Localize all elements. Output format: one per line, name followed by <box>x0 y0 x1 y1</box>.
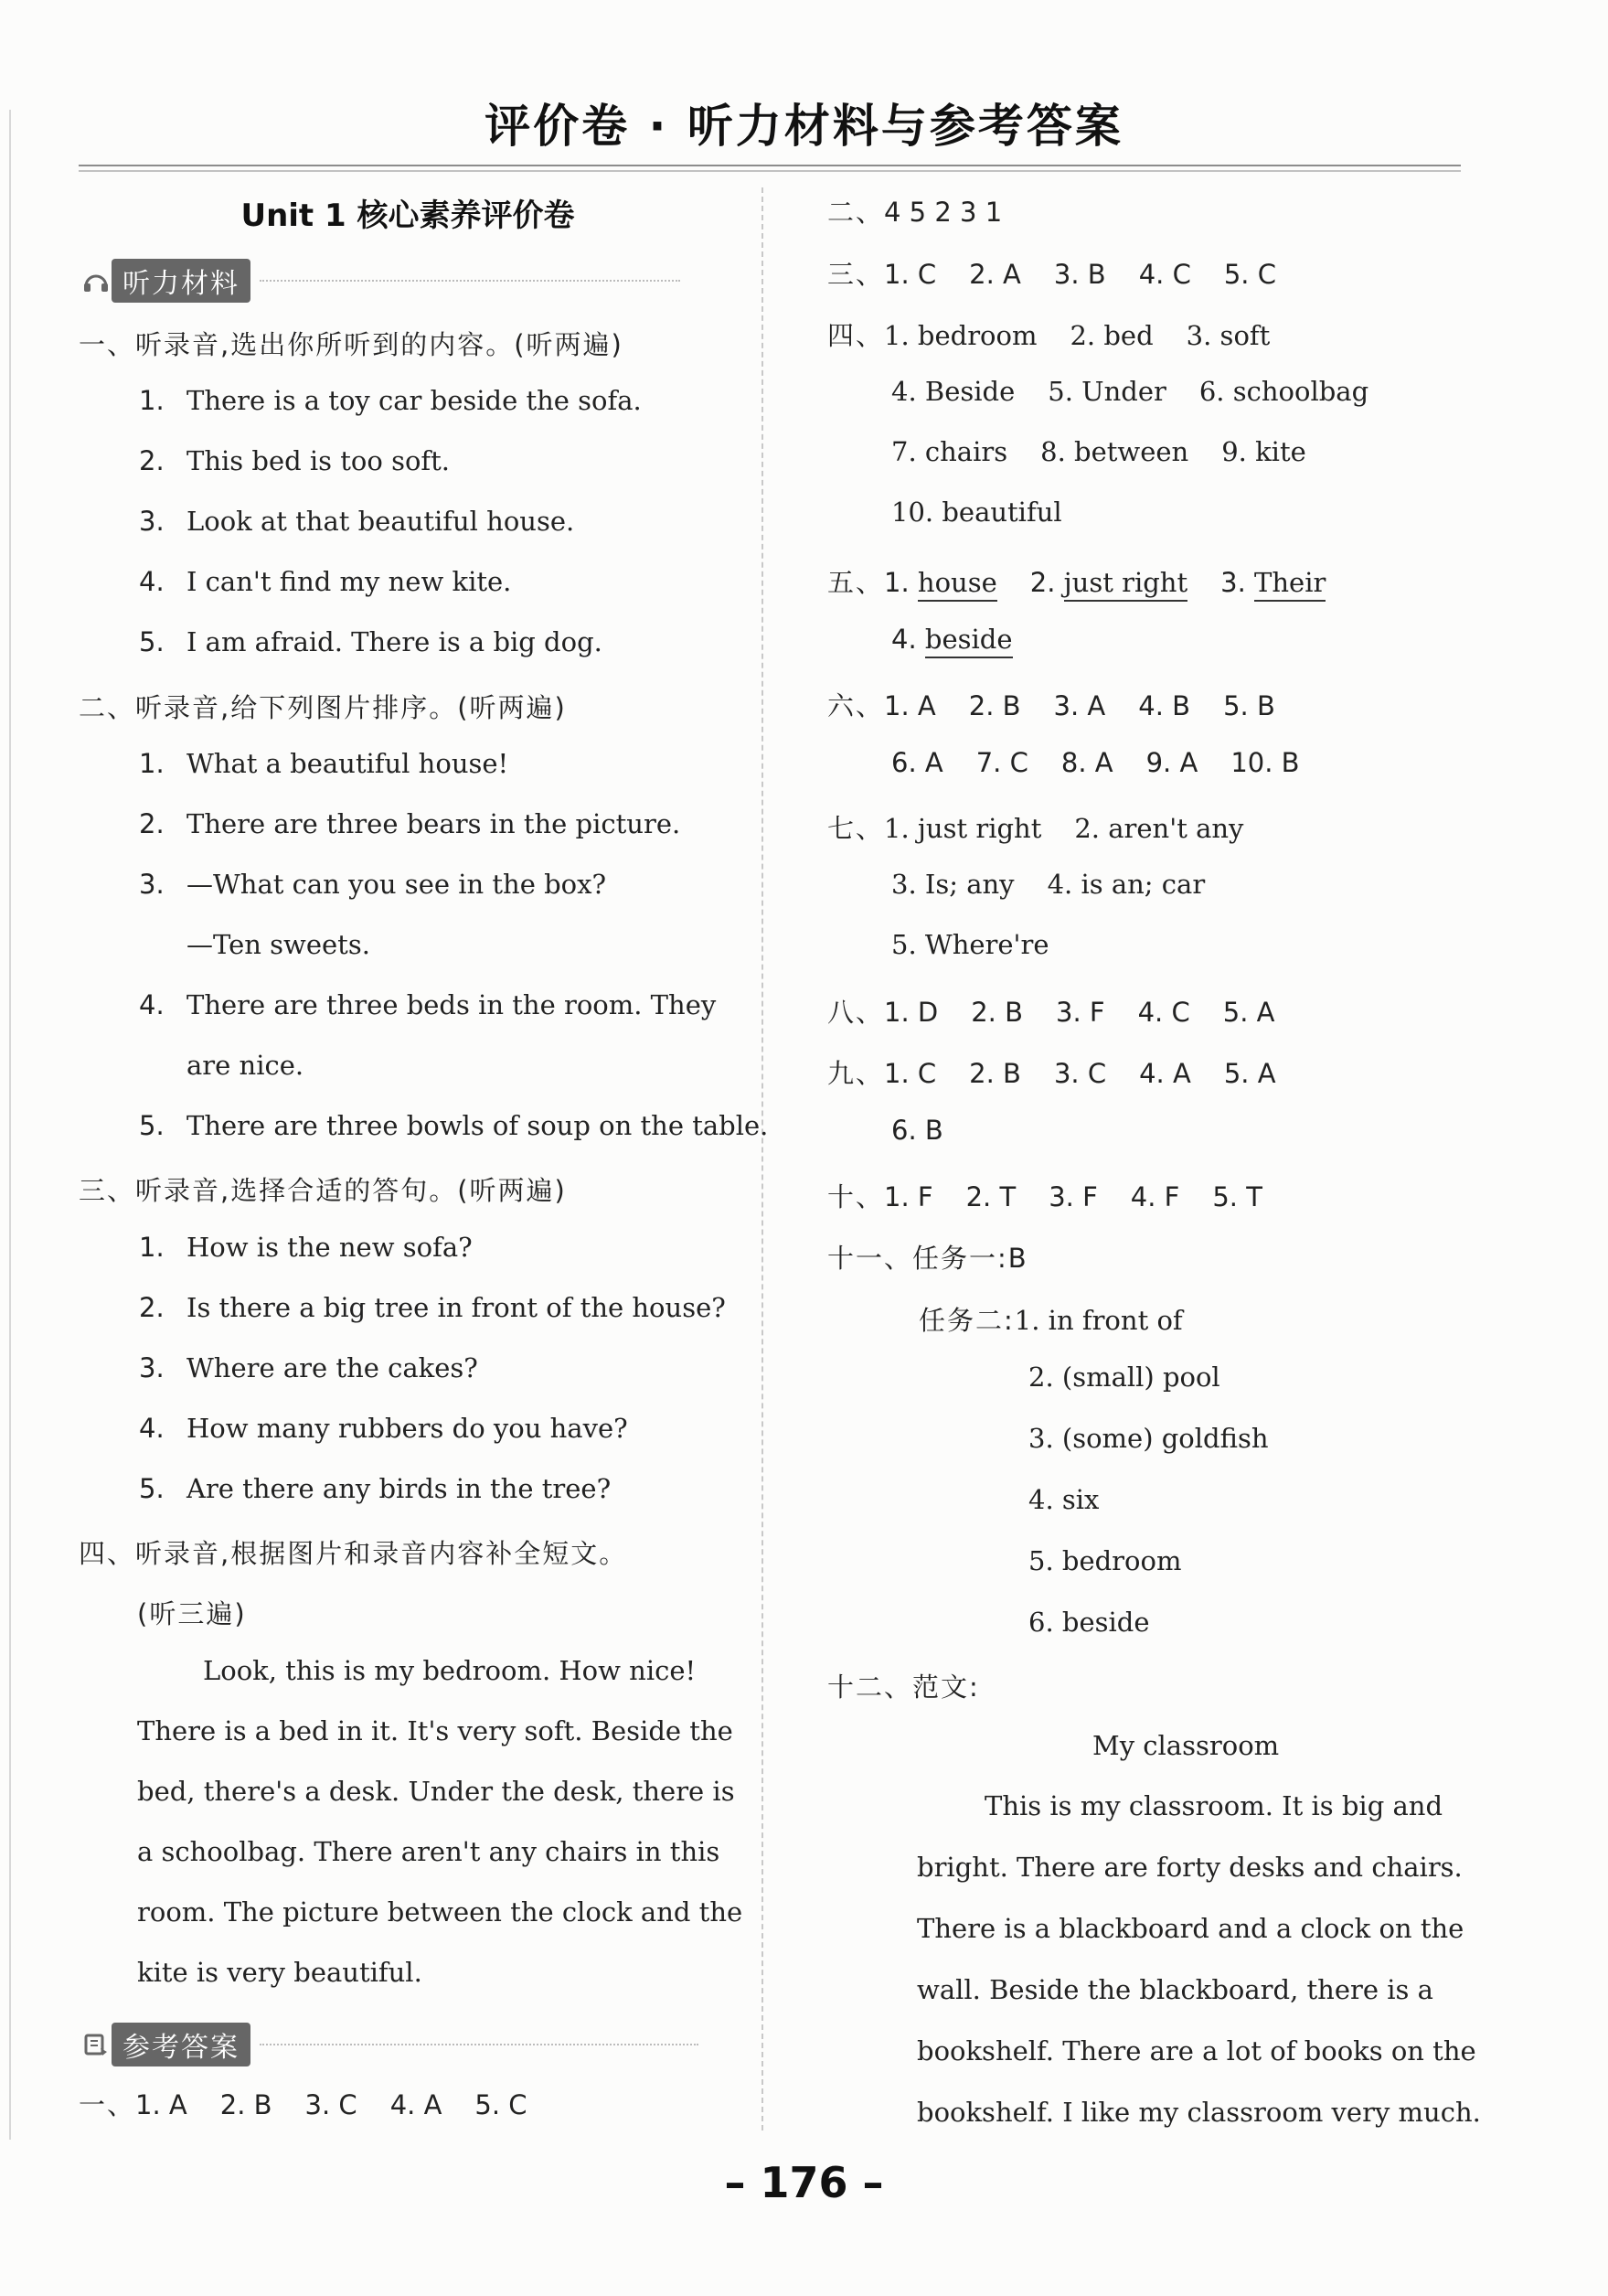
essay-line <box>917 1852 1463 1883</box>
item-text: How is the new sofa? <box>186 1232 473 1263</box>
headphones-icon <box>80 265 112 296</box>
item-number: 1. <box>139 1232 165 1263</box>
answer-4-row <box>891 376 1368 407</box>
answer-item: 3. C <box>1053 1058 1107 1089</box>
answer-item: 6. A <box>891 747 943 778</box>
item-number: 3. <box>139 1352 165 1383</box>
answer-4-row <box>891 436 1306 467</box>
item-text: This bed is too soft. <box>186 445 451 476</box>
answer-5-row-2 <box>891 624 1013 655</box>
listening-item <box>139 1232 473 1263</box>
answer-item: 2. (small) pool <box>1028 1362 1220 1393</box>
answer-item: 5. A <box>1222 997 1275 1028</box>
listening-item <box>139 1050 303 1081</box>
item-text: I am afraid. There is a big dog. <box>186 626 602 657</box>
answer-item: 10. beautiful <box>891 497 1062 528</box>
listening-item <box>139 869 606 900</box>
answer-item: 2. bed <box>1070 320 1154 351</box>
answer-item: 5. A <box>1223 1058 1276 1089</box>
answer-prefix: 六、 <box>827 690 885 721</box>
answer-item: 3. F <box>1056 997 1105 1028</box>
answer-prefix: 一、 <box>79 2089 136 2120</box>
listening-item <box>139 506 574 537</box>
task-one: 任务一:B <box>912 1243 1028 1274</box>
item-text: —What can you see in the box? <box>186 869 607 900</box>
section-heading: 四、听录音,根据图片和录音内容补全短文。 <box>79 1538 628 1569</box>
answer-11-item <box>1028 1423 1269 1454</box>
answer-item: 4. F <box>1130 1181 1180 1212</box>
essay-title <box>1092 1730 1279 1761</box>
item-number: 3. <box>139 506 165 537</box>
essay-text: bookshelf. There are a lot of books on the <box>917 2035 1476 2066</box>
answer-9-row-2 <box>891 1115 943 1146</box>
unit-title: Unit 1 核心素养评价卷 <box>240 198 575 234</box>
answer-11-item <box>1028 1484 1099 1515</box>
item-number: 3. <box>139 869 165 900</box>
answer-item: 9. kite <box>1221 436 1306 467</box>
answer-item: 3. soft <box>1186 320 1271 351</box>
answer-item: 2. B <box>968 690 1021 721</box>
essay-line <box>917 1974 1433 2005</box>
answer-7-row <box>891 929 1049 960</box>
item-number: 1. <box>884 567 918 598</box>
answer-prefix: 九、 <box>827 1058 885 1089</box>
answer-8 <box>827 992 1274 1030</box>
item-text: Are there any birds in the tree? <box>186 1473 612 1504</box>
answer-item: 1. C <box>884 259 937 290</box>
answer-item: 4. is an; car <box>1047 869 1206 900</box>
answer-prefix: 七、 <box>827 813 885 844</box>
answer-11 <box>827 1238 1028 1276</box>
essay-text: bright. There are forty desks and chairs. <box>917 1852 1463 1883</box>
essay-text: bookshelf. I like my classroom very much. <box>917 2097 1481 2128</box>
answer-item: 2. A <box>969 259 1021 290</box>
answer-item: 1. A <box>135 2089 187 2120</box>
passage-line <box>137 1715 733 1746</box>
dotted-rule <box>260 2044 698 2045</box>
answer-7-row <box>891 869 1205 900</box>
listening-item <box>139 385 642 416</box>
listening-item <box>139 1110 768 1141</box>
book-icon <box>80 2029 112 2060</box>
answer-item: 2. B <box>219 2089 272 2120</box>
item-text: There are three beds in the room. They <box>186 989 717 1020</box>
listening-item <box>139 808 680 839</box>
answers-label: 参考答案 <box>112 2023 250 2066</box>
passage-text: kite is very beautiful. <box>137 1957 422 1988</box>
answer-item: just right <box>1064 567 1187 602</box>
passage-text: a schoolbag. There aren't any chairs in this <box>137 1836 720 1867</box>
answer-item: 3. A <box>1053 690 1106 721</box>
passage-text: Look, this is my bedroom. How nice! <box>203 1655 697 1686</box>
essay-title-text: My classroom <box>1092 1730 1280 1761</box>
item-text: There are three bowls of soup on the table. <box>186 1110 769 1141</box>
item-number: 4. <box>139 566 165 597</box>
answer-item: 5. B <box>1223 690 1275 721</box>
answer-item: 3. B <box>1053 259 1106 290</box>
page-number: – 176 – <box>724 2158 884 2207</box>
item-number: 4. <box>139 1413 165 1444</box>
answer-4-row <box>891 497 1062 528</box>
item-number: 5. <box>139 626 165 657</box>
answer-1 <box>79 2085 527 2122</box>
item-text: There are three bears in the picture. <box>186 808 681 839</box>
item-text: What a beautiful house! <box>186 748 509 779</box>
passage-line <box>137 1896 742 1928</box>
item-text: Where are the cakes? <box>186 1352 478 1383</box>
section-1-heading <box>79 325 623 362</box>
listening-item <box>139 566 511 597</box>
answer-prefix: 二、 <box>827 197 885 228</box>
answer-11-item <box>1028 1545 1181 1576</box>
answer-prefix: 五、 <box>827 567 885 598</box>
item-text: I can't find my new kite. <box>186 566 512 597</box>
answer-prefix: 四、 <box>827 320 885 351</box>
answer-item: 3. Is; any <box>891 869 1015 900</box>
answer-item: beside <box>925 624 1013 658</box>
answer-item: 4. six <box>1028 1484 1100 1515</box>
essay-line <box>985 1790 1443 1821</box>
answer-item: 7. C <box>975 747 1028 778</box>
answer-11-item <box>1028 1607 1150 1638</box>
essay-line <box>917 2035 1476 2066</box>
passage-text: There is a bed in it. It's very soft. Beside the <box>137 1715 733 1746</box>
answer-item: 4. C <box>1137 997 1190 1028</box>
item-number: 5. <box>139 1473 165 1504</box>
answer-3 <box>827 254 1276 292</box>
item-text: Is there a big tree in front of the house? <box>186 1292 726 1323</box>
answer-item: 4. C <box>1138 259 1191 290</box>
answer-item: 4. A <box>389 2089 442 2120</box>
answer-item: 3. F <box>1049 1181 1098 1212</box>
item-text: How many rubbers do you have? <box>186 1413 628 1444</box>
answer-item: Their <box>1254 567 1326 602</box>
passage-text: bed, there's a desk. Under the desk, there is <box>137 1776 735 1807</box>
answer-item: 10. B <box>1230 747 1300 778</box>
answer-item: 5. Under <box>1048 376 1166 407</box>
section-heading: 一、听录音,选出你所听到的内容。(听两遍) <box>79 329 623 360</box>
answer-prefix: 三、 <box>827 259 885 290</box>
essay-line <box>917 1913 1464 1944</box>
passage-line <box>137 1836 719 1867</box>
answer-item: house <box>918 567 997 602</box>
answer-item: 6. beside <box>1028 1607 1150 1638</box>
section-4-heading-2 <box>137 1594 247 1631</box>
section-heading: 三、听录音,选择合适的答句。(听两遍) <box>79 1175 567 1206</box>
section-3-heading <box>79 1170 567 1208</box>
answer-item: 1. bedroom <box>884 320 1038 351</box>
essay-text: There is a blackboard and a clock on the <box>917 1913 1464 1944</box>
answer-11-task-2 <box>919 1300 1183 1338</box>
answer-item: 9. A <box>1145 747 1198 778</box>
listening-item <box>139 989 716 1020</box>
title-divider <box>79 165 1461 172</box>
page-title: 评价卷 · 听力材料与参考答案 <box>485 100 1123 153</box>
answer-7-row <box>827 808 1243 846</box>
answer-item: 4. A <box>1139 1058 1191 1089</box>
answer-item: 4. B <box>1138 690 1191 721</box>
answer-item: 3. C <box>304 2089 357 2120</box>
listening-item <box>139 1473 611 1504</box>
passage-line <box>137 1957 422 1988</box>
answer-4-row <box>827 315 1270 353</box>
answer-11-item <box>1028 1362 1220 1393</box>
section-heading: (听三遍) <box>137 1598 247 1629</box>
answer-12 <box>827 1667 980 1704</box>
answer-item: 1. just right <box>884 813 1042 844</box>
essay-text: wall. Beside the blackboard, there is a <box>917 1974 1433 2005</box>
listening-item <box>139 1413 628 1444</box>
item-text: —Ten sweets. <box>186 929 370 960</box>
answer-item: 5. bedroom <box>1028 1545 1182 1576</box>
passage-line <box>203 1655 696 1686</box>
answer-item: 1. D <box>884 997 939 1028</box>
listening-item <box>139 929 370 960</box>
answer-prefix: 十、 <box>827 1181 885 1212</box>
item-number: 2. <box>139 445 165 476</box>
answer-9 <box>827 1053 1276 1091</box>
listening-label: 听力材料 <box>112 259 250 303</box>
answer-item: 5. C <box>1223 259 1276 290</box>
listening-item <box>139 748 508 779</box>
answer-item: 2. B <box>969 1058 1021 1089</box>
answer-10 <box>827 1177 1262 1214</box>
answer-prefix: 十二、 <box>827 1671 913 1703</box>
item-number: 4. <box>139 989 165 1020</box>
answer-item: 6. schoolbag <box>1198 376 1369 407</box>
item-number: 2. <box>139 1292 165 1323</box>
listening-item <box>139 1292 726 1323</box>
answer-item: 1. C <box>884 1058 937 1089</box>
answer-item: 5. T <box>1212 1181 1262 1212</box>
task-two: 任务二: <box>919 1305 1015 1336</box>
answer-prefix: 十一、 <box>827 1243 913 1274</box>
item-number: 5. <box>139 1110 165 1141</box>
answer-item: 4. Beside <box>891 376 1016 407</box>
answer-item: 5. Where're <box>891 929 1049 960</box>
item-number: 1. <box>139 748 165 779</box>
essay-line <box>917 2097 1481 2128</box>
answer-item: 3. (some) goldfish <box>1028 1423 1269 1454</box>
answer-label: 范文: <box>912 1671 980 1703</box>
answer-5 <box>827 562 1326 600</box>
section-4-heading <box>79 1533 627 1571</box>
item-text: Look at that beautiful house. <box>186 506 575 537</box>
dotted-rule <box>260 280 680 282</box>
answer-item: 4 5 2 3 1 <box>884 197 1003 228</box>
item-number: 2. <box>1029 567 1064 598</box>
section-2-heading <box>79 688 567 725</box>
left-margin-rule <box>9 110 11 2140</box>
item-number: 4. <box>891 624 925 655</box>
passage-line <box>137 1776 735 1807</box>
answer-item: 1. A <box>884 690 936 721</box>
answer-2 <box>827 192 1002 230</box>
answer-prefix: 八、 <box>827 997 885 1028</box>
answer-item: 8. between <box>1040 436 1189 467</box>
answer-item: 1. in front of <box>1014 1305 1183 1336</box>
answer-item: 2. B <box>971 997 1024 1028</box>
item-number: 2. <box>139 808 165 839</box>
answers-tag <box>80 2023 698 2066</box>
listening-tag <box>80 259 680 303</box>
answer-item: 1. F <box>884 1181 933 1212</box>
answer-item: 6. B <box>891 1115 943 1146</box>
answer-6-row-2 <box>891 747 1300 778</box>
answer-item: 2. aren't any <box>1074 813 1244 844</box>
essay-text: This is my classroom. It is big and <box>985 1790 1443 1821</box>
answer-6 <box>827 686 1275 723</box>
listening-item <box>139 445 450 476</box>
passage-text: room. The picture between the clock and the <box>137 1896 743 1928</box>
item-text: There is a toy car beside the sofa. <box>186 385 642 416</box>
listening-item <box>139 626 602 657</box>
listening-item <box>139 1352 478 1383</box>
answer-item: 7. chairs <box>891 436 1008 467</box>
column-separator <box>761 187 763 2130</box>
answer-item: 2. T <box>965 1181 1017 1212</box>
answer-item: 8. A <box>1060 747 1113 778</box>
item-number: 3. <box>1220 567 1255 598</box>
section-heading: 二、听录音,给下列图片排序。(听两遍) <box>79 692 567 723</box>
answer-item: 5. C <box>474 2089 527 2120</box>
item-number: 1. <box>139 385 165 416</box>
item-text: are nice. <box>186 1050 304 1081</box>
